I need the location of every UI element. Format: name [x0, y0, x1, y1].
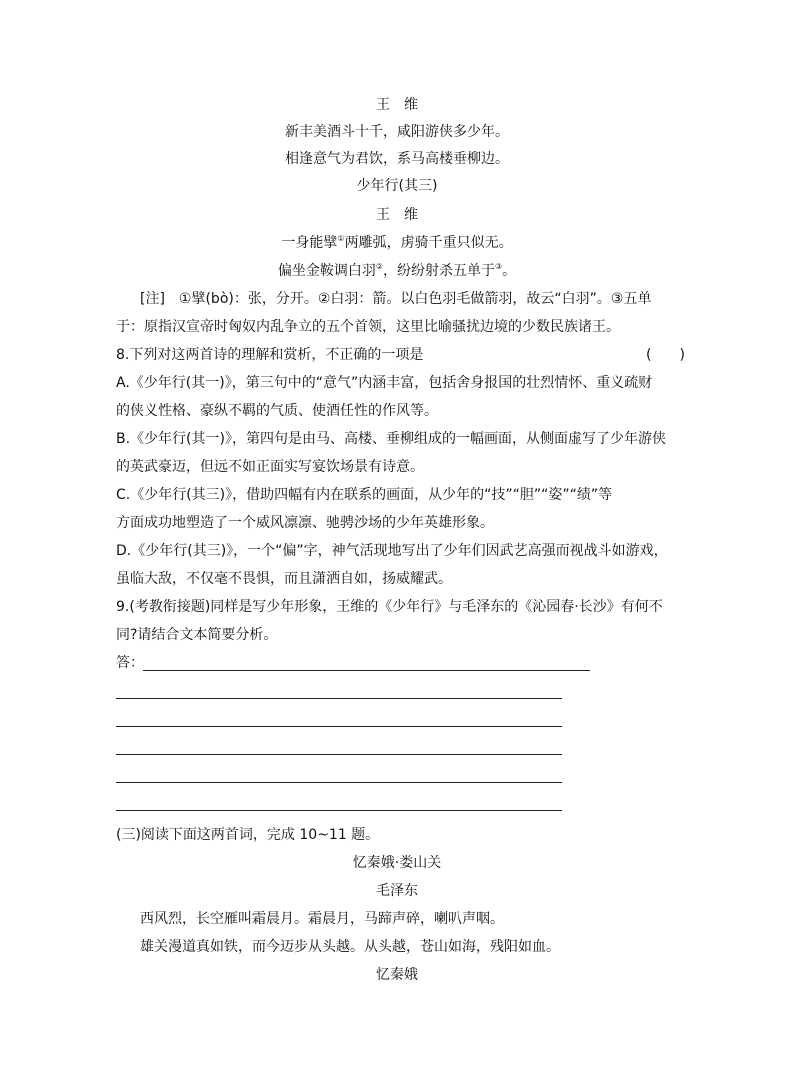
poem2-line-2: 偏坐金鞍调白羽②，纷纷射杀五单于③。	[277, 262, 517, 279]
q9-stem-line-2: 同?请结合文本简要分析。	[116, 627, 278, 643]
section3-title-1: 忆秦娥·娄山关	[352, 855, 442, 871]
section3-author-1: 毛泽东	[376, 883, 418, 899]
q8-option-c-line-1: C.《少年行(其三)》，借助四幅有内在联系的画面，从少年的“技”“胆”“姿”“绩”等	[116, 487, 613, 503]
section3-intro: (三)阅读下面这两首词，完成 10~11 题。	[116, 827, 380, 843]
q8-option-d-line-2: 虽临大敌，不仅毫不畏惧，而且潇洒自如，扬威耀武。	[116, 571, 452, 587]
answer-line-1[interactable]	[143, 670, 590, 671]
answer-line-6[interactable]	[116, 810, 562, 811]
poem1-author: 王 维	[376, 97, 418, 113]
answer-line-3[interactable]	[116, 726, 562, 727]
poem1-line-2: 相逢意气为君饮，系马高楼垂柳边。	[285, 151, 509, 167]
q8-option-b-line-1: B.《少年行(其一)》，第四句是由马、高楼、垂柳组成的一幅画面，从侧面虚写了少年游侠	[116, 431, 666, 447]
note-mark-1: ①	[337, 234, 345, 243]
poem2-line-1: 一身能擘①两雕弧，虏骑千重只似无。	[281, 234, 513, 251]
q8-stem: 8.下列对这两首诗的理解和赏析，不正确的一项是	[116, 347, 424, 363]
section3-line-2: 雄关漫道真如铁，而今迈步从头越。从头越，苍山如海，残阳如血。	[140, 939, 560, 955]
note-mark-2: ②	[375, 262, 383, 271]
q8-option-a-line-2: 的侠义性格、豪纵不羁的气质、使酒任性的作风等。	[116, 403, 438, 419]
q9-answer-label: 答：	[116, 655, 144, 671]
answer-line-4[interactable]	[116, 754, 562, 755]
q8-option-a-line-1: A.《少年行(其一)》，第三句中的“意气”内涵丰富，包括舍身报国的壮烈情怀、重义疏财	[116, 375, 653, 391]
q8-option-d-line-1: D.《少年行(其三)》，一个“偏”字，神气活现地写出了少年们因武艺高强而视战斗如游戏，	[116, 543, 668, 559]
q8-answer-paren: ( )	[646, 347, 685, 363]
q9-stem-line-1: 9.(考教衔接题)同样是写少年形象，王维的《少年行》与毛泽东的《沁园春·长沙》有何不	[116, 599, 663, 615]
note-mark-3: ③	[495, 262, 503, 271]
poem2-author: 王 维	[376, 207, 418, 223]
q8-option-c-line-2: 方面成功地塑造了一个威风凛凛、驰骋沙场的少年英雄形象。	[116, 515, 494, 531]
poem2-title: 少年行(其三)	[356, 178, 438, 194]
notes-line-1: [注] ①擘(bò)：张，分开。②白羽：箭。以白色羽毛做箭羽，故云“白羽”。③五单	[140, 291, 652, 307]
section3-line-1: 西风烈，长空雁叫霜晨月。霜晨月，马蹄声碎，喇叭声咽。	[140, 911, 504, 927]
notes-line-2: 于：原指汉宣帝时匈奴内乱争立的五个首领，这里比喻骚扰边境的少数民族诸王。	[116, 319, 620, 335]
answer-line-5[interactable]	[116, 782, 562, 783]
answer-line-2[interactable]	[116, 698, 562, 699]
q8-option-b-line-2: 的英武豪迈，但远不如正面实写宴饮场景有诗意。	[116, 459, 424, 475]
poem1-line-1: 新丰美酒斗十千，咸阳游侠多少年。	[285, 124, 509, 140]
section3-title-2: 忆秦娥	[376, 967, 418, 983]
